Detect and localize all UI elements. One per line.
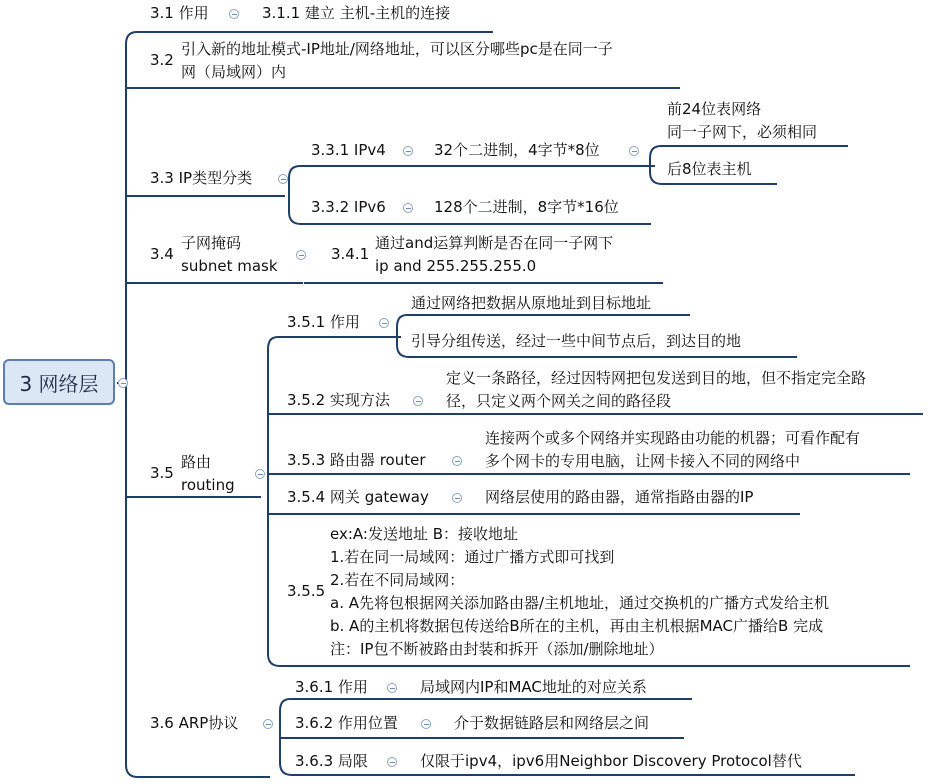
node-3-5-line1: 路由 (181, 453, 212, 471)
node-3-5-5-line: a. A先将包根据网关添加路由器/主机地址，通过交换机的广播方式发给主机 (330, 594, 830, 612)
node-3-5-1[interactable]: 3.5.1 作用 (287, 313, 360, 331)
collapse-icon[interactable] (403, 203, 413, 213)
node-3-5-5-line: 1.若在同一局域网：通过广播方式即可找到 (330, 548, 615, 566)
node-3-3-2[interactable]: 3.3.2 IPv6 (311, 198, 386, 216)
node-3-5-5-line: 注：IP包不断被路由封装和拆开（添加/删除地址） (330, 640, 664, 658)
node-ipv4-network-line1: 前24位表网络 (667, 100, 762, 118)
collapse-icon[interactable] (263, 719, 273, 729)
node-3-5-num[interactable]: 3.5 (150, 464, 174, 482)
node-3-5-4[interactable]: 3.5.4 网关 gateway (287, 488, 429, 506)
collapse-icon[interactable] (387, 683, 397, 693)
collapse-icon[interactable] (403, 146, 413, 156)
node-3-5-5[interactable]: 3.5.5 (287, 582, 326, 600)
collapse-icon[interactable] (629, 146, 639, 156)
node-3-3[interactable]: 3.3 IP类型分类 (150, 169, 253, 187)
node-3-5-2-line2: 径，只定义两个网关之间的路径段 (446, 392, 672, 410)
collapse-icon[interactable] (278, 174, 288, 184)
node-3-1[interactable]: 3.1 作用 (150, 4, 209, 22)
collapse-icon[interactable] (118, 378, 128, 388)
node-3-3-1[interactable]: 3.3.1 IPv4 (311, 141, 386, 159)
collapse-icon[interactable] (229, 9, 239, 19)
node-3-6-1-desc[interactable]: 局域网内IP和MAC地址的对应关系 (420, 678, 647, 696)
collapse-icon[interactable] (255, 469, 265, 479)
root-node[interactable]: 3 网络层 (3, 359, 115, 405)
node-3-2-line1: 引入新的地址模式-IP地址/网络地址，可以区分哪些pc是在同一子 (181, 40, 613, 58)
node-3-3-2-desc[interactable]: 128个二进制，8字节*16位 (434, 198, 619, 216)
node-3-5-4-desc[interactable]: 网络层使用的路由器，通常指路由器的IP (485, 488, 754, 506)
node-3-5-5-line: 2.若在不同局域网： (330, 571, 465, 589)
collapse-icon[interactable] (452, 456, 462, 466)
node-3-6-3[interactable]: 3.6.3 局限 (295, 752, 368, 770)
node-3-6-2-desc[interactable]: 介于数据链路层和网络层之间 (454, 714, 650, 732)
collapse-icon[interactable] (452, 493, 462, 503)
node-3-5-line2: routing (181, 476, 235, 494)
node-3-3-1-desc[interactable]: 32个二进制，4字节*8位 (434, 141, 600, 159)
node-3-5-2[interactable]: 3.5.2 实现方法 (287, 391, 390, 409)
node-3-4-line2: subnet mask (181, 257, 278, 275)
node-3-4-line1: 子网掩码 (181, 234, 242, 252)
node-3-5-3[interactable]: 3.5.3 路由器 router (287, 451, 426, 469)
node-3-4-num[interactable]: 3.4 (150, 245, 174, 263)
collapse-icon[interactable] (379, 318, 389, 328)
collapse-icon[interactable] (421, 719, 431, 729)
node-3-5-5-line: ex:A:发送地址 B：接收地址 (330, 525, 519, 543)
node-3-4-1-line2: ip and 255.255.255.0 (375, 257, 537, 275)
node-3-6-2[interactable]: 3.6.2 作用位置 (295, 714, 398, 732)
node-3-4-1-line1: 通过and运算判断是否在同一子网下 (375, 234, 614, 252)
node-3-1-1[interactable]: 3.1.1 建立 主机-主机的连接 (262, 4, 451, 22)
node-3-6[interactable]: 3.6 ARP协议 (150, 714, 239, 732)
node-ipv4-host[interactable]: 后8位表主机 (667, 160, 752, 178)
node-3-5-1-a[interactable]: 通过网络把数据从原地址到目标地址 (411, 294, 652, 312)
node-3-5-2-line1: 定义一条路径，经过因特网把包发送到目的地，但不指定完全路 (446, 369, 867, 387)
node-3-2-num[interactable]: 3.2 (150, 51, 174, 69)
node-3-6-1[interactable]: 3.6.1 作用 (295, 678, 368, 696)
node-ipv4-network-line2: 同一子网下，必须相同 (667, 123, 818, 141)
node-3-4-1-num[interactable]: 3.4.1 (331, 245, 370, 263)
node-3-5-1-b[interactable]: 引导分组传送，经过一些中间节点后，到达目的地 (411, 332, 742, 350)
collapse-icon[interactable] (387, 757, 397, 767)
collapse-icon[interactable] (296, 250, 306, 260)
node-3-5-5-line: b. A的主机将数据包传送给B所在的主机，再由主机根据MAC广播给B 完成 (330, 617, 824, 635)
node-3-2-line2: 网（局域网）内 (181, 63, 287, 81)
collapse-icon[interactable] (413, 396, 423, 406)
node-3-6-3-desc[interactable]: 仅限于ipv4，ipv6用Neighbor Discovery Protocol替代 (420, 752, 802, 770)
node-3-5-3-line2: 多个网卡的专用电脑，让网卡接入不同的网络中 (485, 452, 801, 470)
node-3-5-3-line1: 连接两个或多个网络并实现路由功能的机器；可看作配有 (485, 429, 861, 447)
